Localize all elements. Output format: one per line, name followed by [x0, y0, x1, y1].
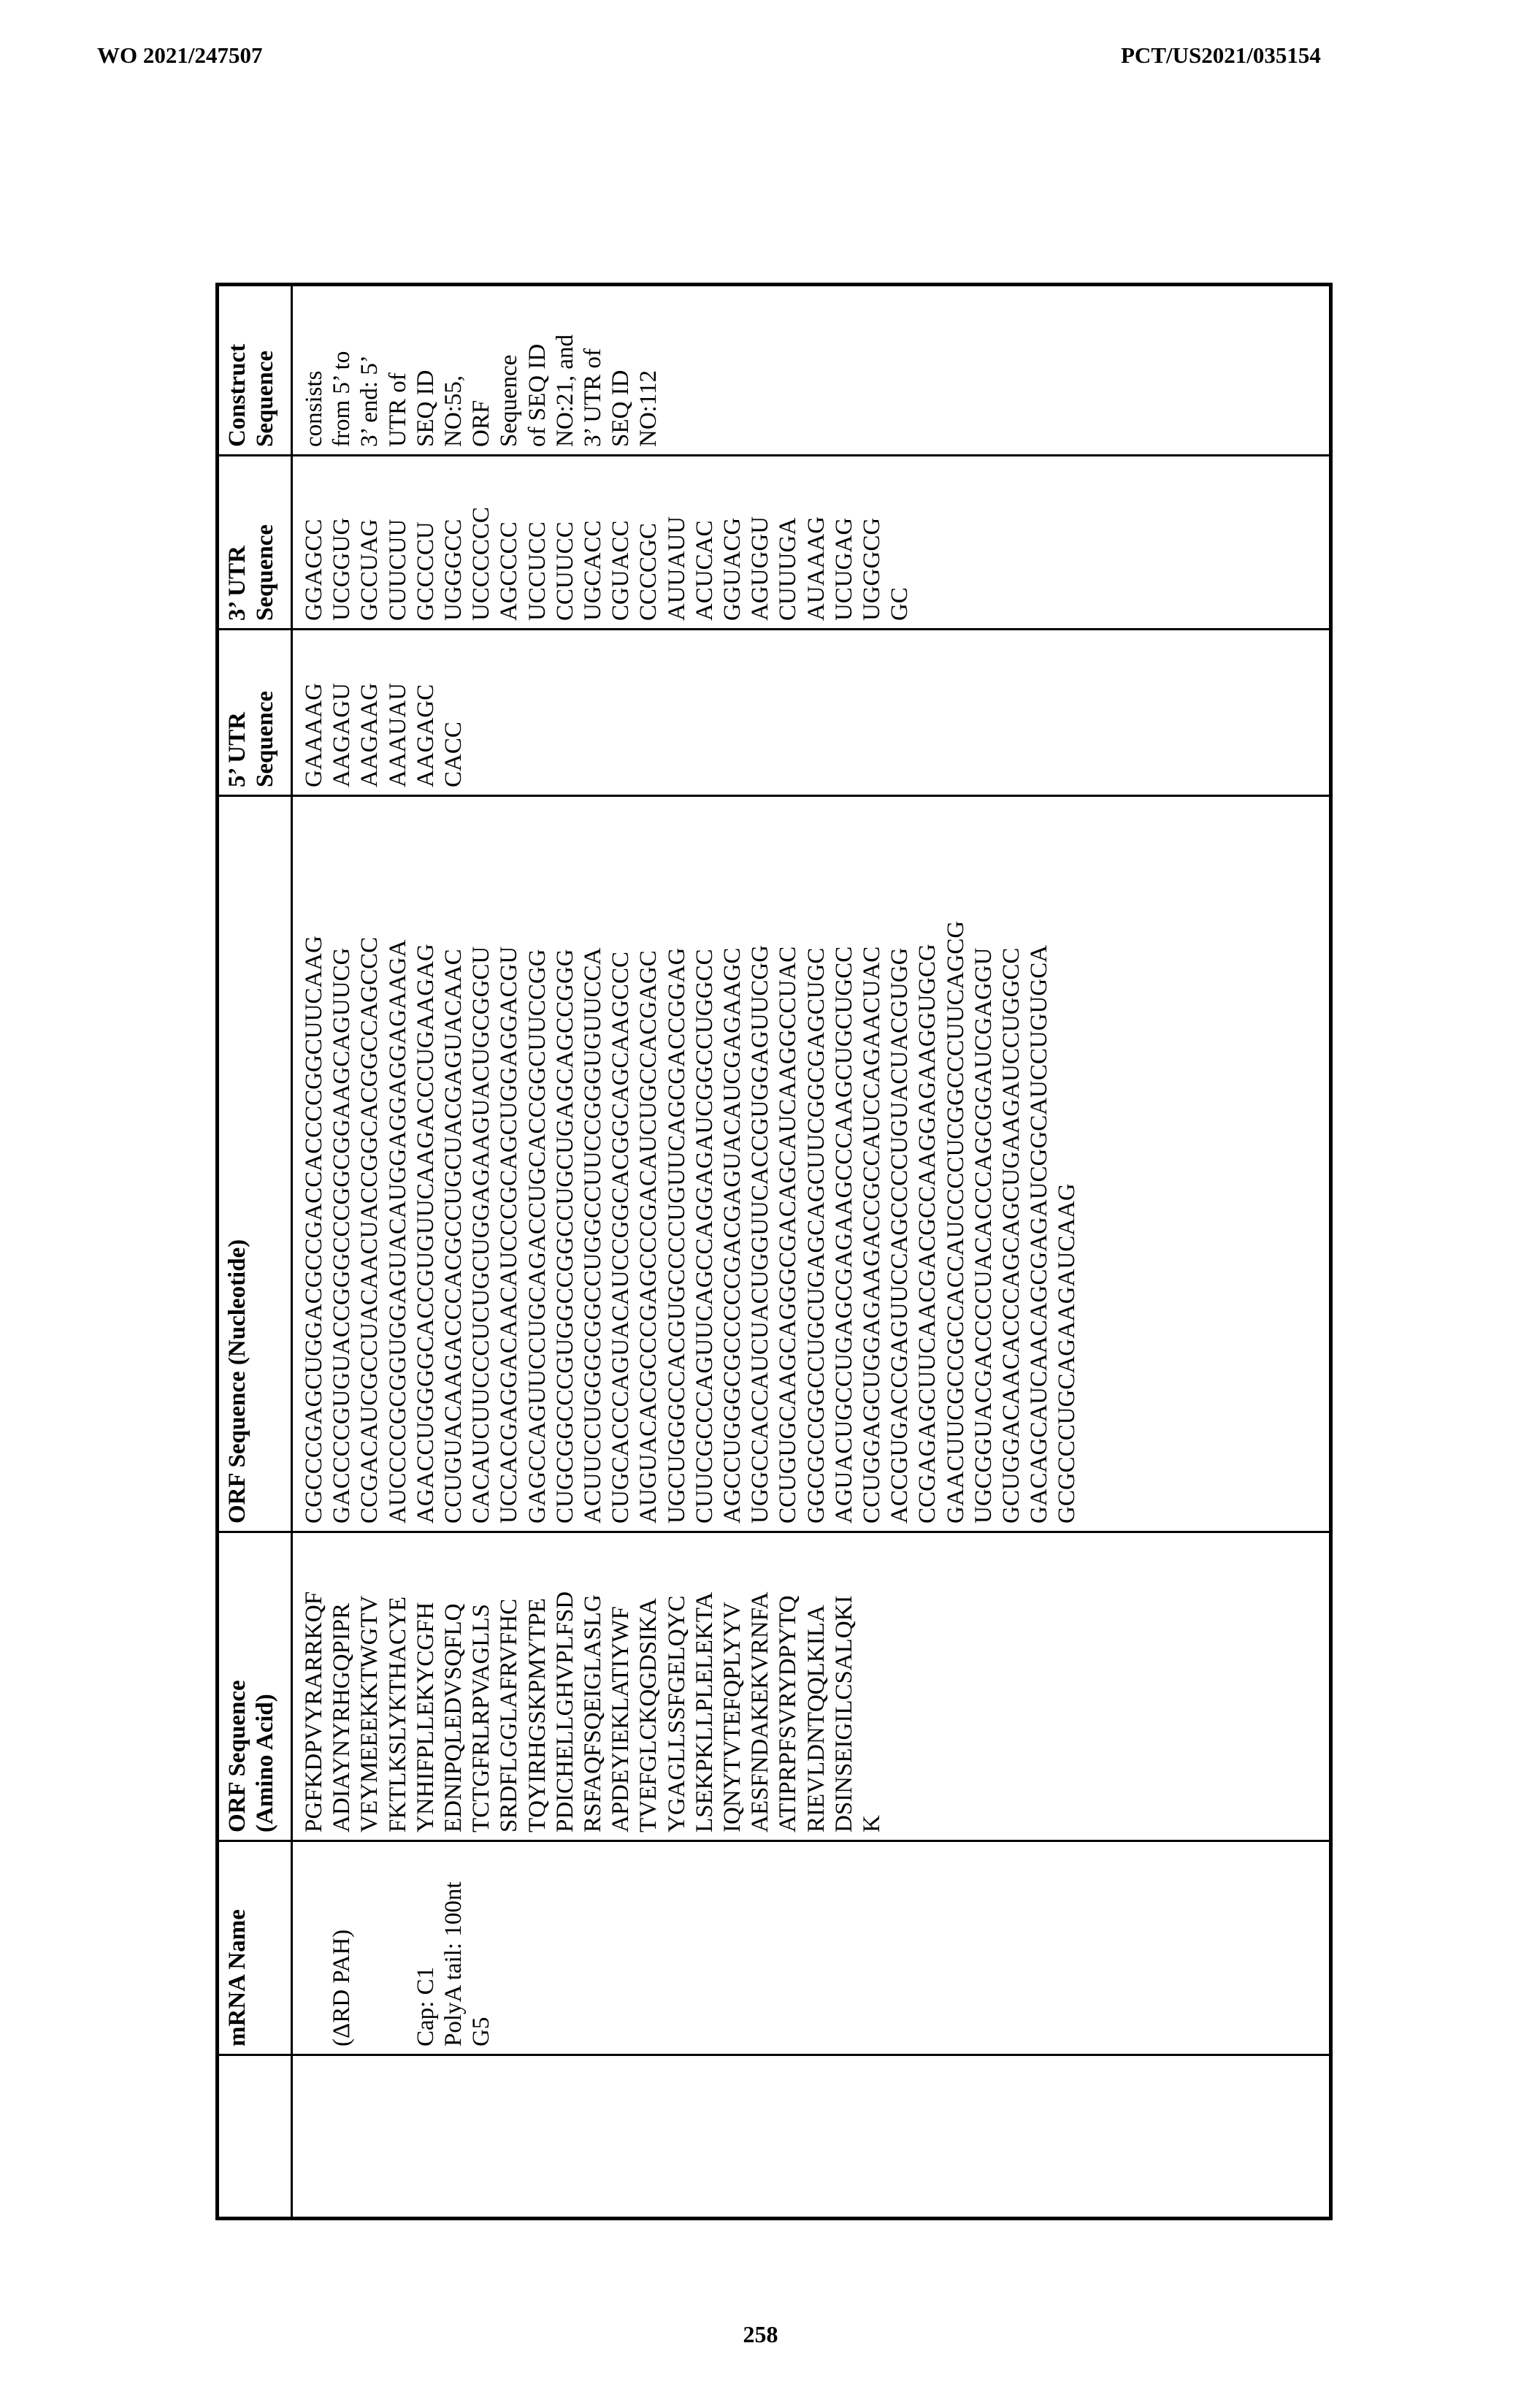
text-line: ACUCAC — [691, 520, 718, 621]
text-line: APDEYIEKLATIYWF — [608, 1606, 635, 1832]
text-line: GAAAAG — [301, 683, 327, 787]
header-text: Construct — [224, 343, 250, 447]
text-line: AGACCUGGGGCACCGUGUUCAAGACCCUGAAGAG — [412, 944, 439, 1524]
header-text: ORF Sequence — [224, 1680, 250, 1832]
text-line: AAGAGU — [329, 683, 356, 787]
text-line: 3’ end: 5’ — [356, 355, 383, 447]
text-line: CGUACC — [608, 520, 635, 621]
text-line: YGAGLLSSFGELQYC — [663, 1595, 690, 1832]
text-line: AGCCCC — [496, 521, 523, 621]
text-line: SRDFLGGLAFRVFHC — [496, 1598, 523, 1832]
header-text: mRNA Name — [224, 1909, 250, 2046]
text-line: ACCGUGACCGAGUUCCAGCCCCUGUACUACGUGG — [886, 947, 913, 1524]
text-line: CCCCGC — [635, 523, 662, 621]
text-line: CGCCCGAGCUGGACGCCGACCACCCCGGCUUCAAG — [301, 936, 327, 1524]
text-line: CACAUCUUCCCUCUGCUGGAGAAGUACUGCGGCU — [468, 946, 495, 1524]
header-text: (Amino Acid) — [252, 1694, 278, 1832]
text-line: LSEKPKLLPLELEKTA — [691, 1591, 718, 1832]
text-line: UCCCCCC — [468, 507, 495, 621]
text-line: CCUGUGCAAGCAGGGCGACAGCAUCAAGGCCUAC — [775, 946, 802, 1524]
text-line: CUUUGA — [775, 517, 802, 621]
text-line: GAGCCAGUUCCUGCAGACCUGCACCGGCUUCCGG — [524, 949, 551, 1524]
text-line: UGGGCG — [859, 517, 886, 621]
text-line: YNHIFPLLEKYCGFH — [412, 1602, 439, 1832]
text-line: AAGAAG — [356, 683, 383, 787]
text-line: GAACUUCGCCGCCACCAUCCCCUCGGCCCUUCAGCG — [942, 920, 969, 1524]
text-line: UCUGAG — [830, 517, 857, 621]
application-number: PCT/US2021/035154 — [1121, 42, 1321, 68]
text-line: GC — [886, 587, 913, 621]
text-line: CCGAGAGCUUCAACGACGCCAAGGAGAAGGUGCG — [914, 944, 941, 1524]
header-construct — [218, 285, 292, 456]
text-line: NO:55, — [440, 375, 467, 447]
text-line: CUUCGCCCAGUUCAGCCAGGAGAUCGGCCUGGCC — [691, 949, 718, 1524]
text-line: CCUGGAGCUGGAGAAGACCGCCAUCCAGAACUAC — [859, 946, 886, 1524]
cell-3utr — [292, 456, 1331, 630]
page-number: 258 — [743, 2321, 778, 2347]
header-text: 3’ UTR — [224, 546, 250, 621]
text-line: UGCUGGGCCACGUGCCCCUGUUCAGCGACCGGAG — [663, 947, 690, 1524]
text-line: TQYIRHGSKPMYTPE — [524, 1598, 551, 1832]
text-line: DSINSEIGILCSALQKI — [830, 1595, 857, 1832]
cell-5utr — [292, 630, 1331, 796]
header-text: Sequence — [252, 691, 278, 787]
text-line: GGUACG — [719, 517, 746, 621]
text-line: CCUGUACAAGACCCACGCCUGCUACGAGUACAAC — [440, 949, 467, 1524]
text-line: GACCCCGUGUACCGGGCCCGGCGGAAGCAGUUCG — [329, 947, 356, 1524]
text-line: AUUAUU — [663, 516, 690, 621]
text-line: UGCGGUACGACCCCUACACCCAGCGGAUCGAGGU — [970, 947, 997, 1524]
text-line: PolyA tail: 100nt — [440, 1881, 467, 2046]
text-line — [356, 1849, 383, 2046]
text-line: AUAAAG — [802, 516, 830, 621]
text-line: CCUUCC — [551, 521, 578, 621]
header-mrna-name — [218, 1841, 292, 2055]
text-line — [300, 1849, 328, 2046]
header-orf-nucleotide — [218, 796, 292, 1532]
text-line: Cap: C1 — [412, 1966, 439, 2046]
text-line: G5 — [468, 2017, 495, 2046]
cell-index — [292, 2055, 1331, 2219]
text-line: from 5’ to — [329, 351, 356, 447]
text-line: SEQ ID — [412, 370, 439, 447]
cell-orf-nucleotide — [292, 796, 1331, 1532]
header-orf-amino-acid — [218, 1532, 292, 1841]
text-line: K — [859, 1815, 886, 1832]
text-line: AAAUAU — [384, 683, 411, 787]
cell-construct — [292, 285, 1331, 456]
text-line: 3’ UTR of — [580, 348, 607, 447]
text-line: EDNIPQLEDVSQFLQ — [440, 1603, 467, 1832]
text-line: CUGCACCCAGUACAUCCGGCACGGCAGCAAGCCC — [608, 952, 635, 1524]
header-text: ORF Sequence (Nucleotide) — [224, 1239, 250, 1524]
text-line: VEYMEEEKKTWGTV — [356, 1595, 383, 1832]
text-line: TCTGFRLRPVAGLLS — [468, 1604, 495, 1832]
text-line: of SEQ ID — [524, 343, 551, 447]
text-line: ATIPRPFSVRYDPYTQ — [775, 1595, 802, 1832]
text-line: UCCACGAGGACAACAUCCCGCAGCUGGAGGACGU — [496, 946, 523, 1524]
text-line: NO:21, and — [551, 335, 578, 447]
text-line: FKTLKSLYKTHACYE — [384, 1596, 411, 1832]
header-5utr — [218, 630, 292, 796]
text-line: GGCGCCGGCCUGCUGAGCAGCUUCGGCGAGCUGC — [802, 947, 830, 1524]
text-line: GCCUAG — [356, 519, 383, 621]
text-line: AGUACUGCCUGAGCGAGAAGCCCAAGCUGCUGCC — [830, 946, 857, 1524]
text-line: ADIAYNYRHGQPIPR — [329, 1602, 356, 1832]
text-line: AUCCCCGCGGUGGAGUACAUGGAGGAGGAGAAGA — [384, 939, 411, 1524]
header-text: Sequence — [252, 351, 278, 447]
text-line: GGAGCC — [301, 519, 327, 621]
header-text: Sequence — [252, 524, 278, 621]
text-line: CUUCUU — [384, 519, 411, 621]
text-line: Sequence — [496, 354, 523, 447]
publication-number: WO 2021/247507 — [97, 42, 263, 68]
text-line: NO:112 — [635, 370, 662, 447]
text-line: UGGGCC — [440, 519, 467, 621]
rotated-table-container — [215, 303, 1333, 2220]
text-line: AESFNDAKEKVRNFA — [747, 1591, 774, 1832]
text-line: RSFAQFSQEIGLASLG — [580, 1594, 607, 1832]
text-line: GACAGCAUCAACAGCGAGAUCGGCAUCCUGUGCA — [1026, 944, 1053, 1524]
text-line: UCGGUG — [329, 517, 356, 621]
text-line: UGGCCACCAUCUACUGGUUCACCGUGGAGUUCGG — [747, 944, 774, 1524]
text-line: CACC — [440, 722, 467, 787]
text-line — [384, 1849, 412, 2046]
header-3utr — [218, 456, 292, 630]
text-line: IQNYTVTEFQPLYYV — [719, 1602, 746, 1832]
text-line: ORF — [468, 400, 495, 447]
text-line: PDICHELLGHVPLFSD — [551, 1591, 578, 1832]
mrna-construct-table — [215, 283, 1333, 2220]
text-line: GCUGGACAACACCCAGCAGCUGAAGAUCCUGGCC — [998, 947, 1025, 1524]
text-line: RIEVLDNTQQLKILA — [802, 1605, 830, 1832]
text-line: PGFKDPVYRARRKQF — [301, 1591, 327, 1832]
text-line: GCGCCCUGCAGAAGAUCAAG — [1054, 1183, 1081, 1524]
text-line: CCGACAUCGCCUACAACUACCGGCACGGCCAGCCC — [356, 936, 383, 1524]
text-line: SEQ ID — [608, 370, 635, 447]
text-line: TVEFGLCKQGDSIKA — [635, 1598, 662, 1832]
cell-mrna-name — [292, 1841, 1331, 2055]
text-line: ACUUCCUGGGCGGCCUGGCCUUCCGGGUGUUCCA — [580, 947, 607, 1524]
header-text: 5’ UTR — [224, 712, 250, 787]
table-header-row — [218, 285, 292, 2219]
text-line: AUGUACACGCCCGAGCCCGACAUCUGCCACGAGC — [635, 950, 662, 1524]
text-line: AAGAGC — [412, 684, 439, 787]
table-row — [292, 285, 1331, 2219]
text-line: UGCACC — [580, 520, 607, 621]
header-index — [218, 2055, 292, 2219]
text-line: AGCCUGGGCGCCCCCGACGAGUACAUCGAGAAGC — [719, 947, 746, 1524]
text-line: AGUGGU — [747, 516, 774, 621]
text-line: UCCUCC — [524, 521, 551, 621]
text-line: UTR of — [384, 372, 411, 447]
cell-orf-amino-acid — [292, 1532, 1331, 1841]
text-line: (ΔRD PAH) — [329, 1929, 356, 2046]
text-line: consists — [301, 370, 327, 447]
text-line: CUGCGGCCCGUGGCCGGCCUGCUGAGCAGCCGGG — [551, 949, 578, 1524]
text-line: GCCCCU — [412, 521, 439, 621]
